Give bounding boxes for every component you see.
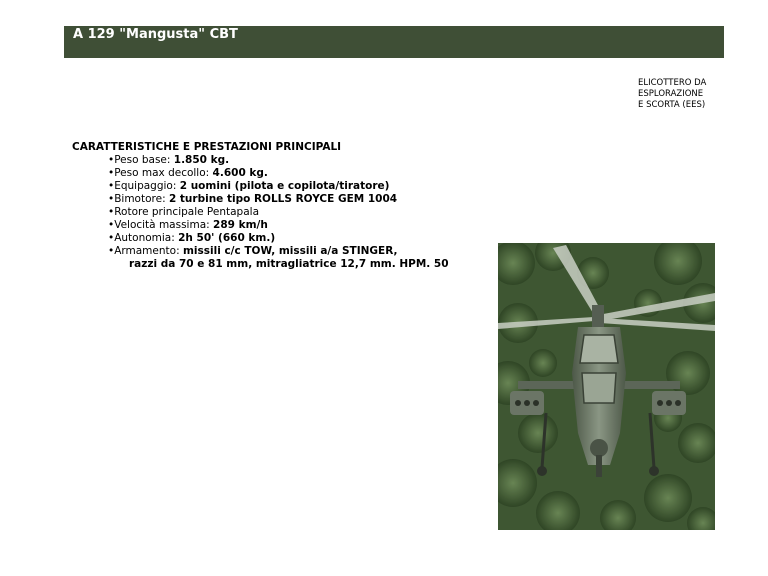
bullet: • xyxy=(108,167,115,179)
nose-turret xyxy=(590,439,608,457)
spec-label: Rotore principale Pentapala xyxy=(114,206,260,218)
spec-item-peso-max xyxy=(72,167,449,180)
bullet: • xyxy=(108,245,115,257)
spec-value: 1.850 kg. xyxy=(173,154,230,166)
spec-item-equipaggio xyxy=(72,180,449,193)
spec-value: 289 km/h xyxy=(213,219,268,231)
bullet: • xyxy=(108,193,115,205)
bullet: • xyxy=(108,154,115,166)
spec-label: Equipaggio: xyxy=(114,180,180,192)
bullet: • xyxy=(108,232,115,244)
title-bar xyxy=(64,26,724,58)
role-note-line: E SCORTA (EES) xyxy=(638,100,706,110)
rotor-mast xyxy=(592,305,604,327)
spec-item-peso-base xyxy=(72,154,449,167)
role-note-line: ELICOTTERO DA xyxy=(638,78,707,88)
spec-label: Bimotore: xyxy=(114,193,169,205)
spec-value: 4.600 kg. xyxy=(212,167,268,179)
spec-value: 2 uomini (pilota e copilota/tiratore) xyxy=(179,180,390,192)
spec-value: 2 turbine tipo ROLLS ROYCE GEM 1004 xyxy=(168,193,398,205)
spec-label: Velocità massima: xyxy=(114,219,214,231)
bullet: • xyxy=(108,206,115,218)
spec-label: Armamento: xyxy=(114,245,183,257)
bullet: • xyxy=(108,180,115,192)
spec-armamento-continuation: razzi da 70 e 81 mm, mitragliatrice 12,7 mm. HPM. 50 xyxy=(129,258,449,270)
canopy xyxy=(580,335,618,363)
role-note-line: ESPLORAZIONE xyxy=(638,89,704,99)
specs-section xyxy=(72,141,449,271)
spec-item-velocita xyxy=(72,219,449,232)
role-note xyxy=(638,78,706,111)
spec-value: missili c/c TOW, missili a/a STINGER, xyxy=(182,245,398,257)
spec-label: Peso base: xyxy=(114,154,174,166)
page-title: A 129 "Mangusta" CBT xyxy=(73,27,238,42)
spec-item-armamento xyxy=(72,245,449,258)
spec-label: Autonomia: xyxy=(114,232,179,244)
spec-item-bimotore xyxy=(72,193,449,206)
helicopter-photo xyxy=(498,243,715,530)
spec-value: 2h 50' (660 km.) xyxy=(178,232,276,244)
spec-item-rotore xyxy=(72,206,449,219)
spec-label: Peso max decollo: xyxy=(114,167,213,179)
specs-heading: CARATTERISTICHE E PRESTAZIONI PRINCIPALI xyxy=(72,141,342,153)
bullet: • xyxy=(108,219,115,231)
spec-item-autonomia xyxy=(72,232,449,245)
